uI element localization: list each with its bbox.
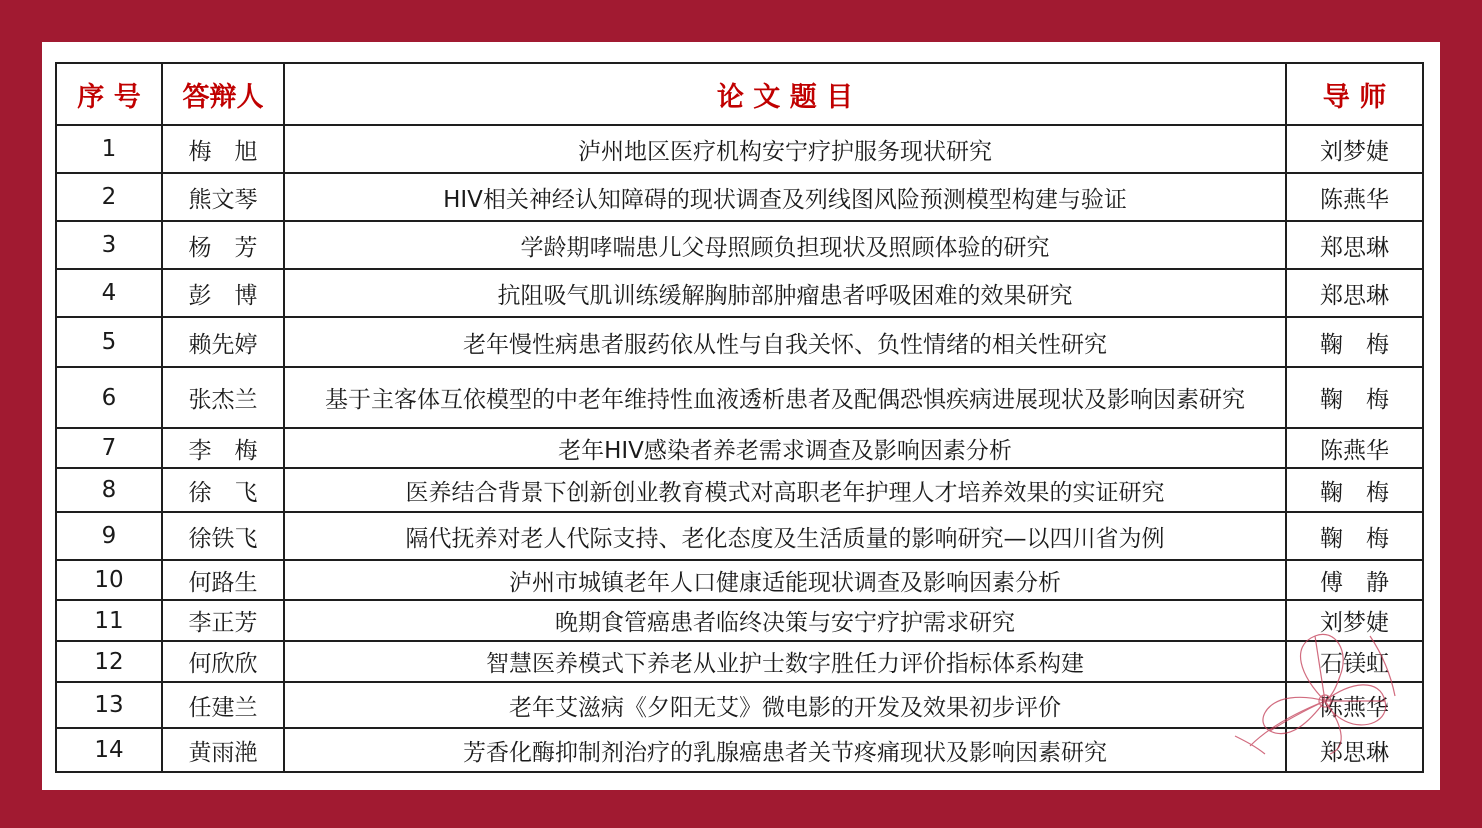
table-row	[56, 173, 1423, 221]
table-row	[56, 600, 1423, 641]
cell-number: 11	[56, 600, 162, 641]
cell-defender: 李 梅	[162, 428, 284, 468]
table-row	[56, 468, 1423, 512]
cell-number: 13	[56, 682, 162, 728]
table-row	[56, 428, 1423, 468]
table-row	[56, 221, 1423, 269]
table-row	[56, 641, 1423, 682]
cell-number: 4	[56, 269, 162, 317]
cell-advisor: 鞠 梅	[1286, 512, 1423, 560]
cell-defender: 任建兰	[162, 682, 284, 728]
cell-advisor: 刘梦婕	[1286, 125, 1423, 173]
cell-defender: 彭 博	[162, 269, 284, 317]
thesis-defense-table	[55, 62, 1424, 773]
cell-advisor: 陈燕华	[1286, 682, 1423, 728]
table-row	[56, 125, 1423, 173]
cell-advisor: 傅 静	[1286, 560, 1423, 600]
cell-thesis-title: 医养结合背景下创新创业教育模式对高职老年护理人才培养效果的实证研究	[284, 468, 1286, 512]
cell-defender: 何欣欣	[162, 641, 284, 682]
cell-number: 3	[56, 221, 162, 269]
cell-defender: 熊文琴	[162, 173, 284, 221]
cell-number: 14	[56, 728, 162, 772]
header-thesis-title: 论 文 题 目	[284, 63, 1286, 125]
cell-number: 2	[56, 173, 162, 221]
cell-thesis-title: 隔代抚养对老人代际支持、老化态度及生活质量的影响研究—以四川省为例	[284, 512, 1286, 560]
table-row	[56, 317, 1423, 367]
cell-advisor: 陈燕华	[1286, 428, 1423, 468]
cell-thesis-title: 泸州地区医疗机构安宁疗护服务现状研究	[284, 125, 1286, 173]
table-row	[56, 682, 1423, 728]
cell-defender: 赖先婷	[162, 317, 284, 367]
content-panel	[42, 42, 1440, 790]
cell-number: 7	[56, 428, 162, 468]
cell-advisor: 郑思琳	[1286, 269, 1423, 317]
cell-number: 8	[56, 468, 162, 512]
cell-advisor: 鞠 梅	[1286, 468, 1423, 512]
cell-thesis-title: 老年慢性病患者服药依从性与自我关怀、负性情绪的相关性研究	[284, 317, 1286, 367]
cell-number: 5	[56, 317, 162, 367]
cell-thesis-title: 芳香化酶抑制剂治疗的乳腺癌患者关节疼痛现状及影响因素研究	[284, 728, 1286, 772]
table-row	[56, 728, 1423, 772]
cell-defender: 李正芳	[162, 600, 284, 641]
cell-defender: 徐 飞	[162, 468, 284, 512]
cell-defender: 梅 旭	[162, 125, 284, 173]
cell-defender: 何路生	[162, 560, 284, 600]
cell-thesis-title: HIV相关神经认知障碍的现状调查及列线图风险预测模型构建与验证	[284, 173, 1286, 221]
cell-thesis-title: 晚期食管癌患者临终决策与安宁疗护需求研究	[284, 600, 1286, 641]
table-header-row	[56, 63, 1423, 125]
cell-number: 10	[56, 560, 162, 600]
cell-thesis-title: 抗阻吸气肌训练缓解胸肺部肿瘤患者呼吸困难的效果研究	[284, 269, 1286, 317]
cell-number: 1	[56, 125, 162, 173]
cell-thesis-title: 智慧医养模式下养老从业护士数字胜任力评价指标体系构建	[284, 641, 1286, 682]
cell-thesis-title: 老年艾滋病《夕阳无艾》微电影的开发及效果初步评价	[284, 682, 1286, 728]
cell-advisor: 鞠 梅	[1286, 317, 1423, 367]
cell-number: 12	[56, 641, 162, 682]
cell-advisor: 陈燕华	[1286, 173, 1423, 221]
table-row	[56, 560, 1423, 600]
table-row	[56, 367, 1423, 428]
cell-thesis-title: 泸州市城镇老年人口健康适能现状调查及影响因素分析	[284, 560, 1286, 600]
cell-defender: 杨 芳	[162, 221, 284, 269]
header-defender: 答辩人	[162, 63, 284, 125]
table-row	[56, 269, 1423, 317]
cell-defender: 黄雨滟	[162, 728, 284, 772]
cell-advisor: 郑思琳	[1286, 728, 1423, 772]
cell-number: 9	[56, 512, 162, 560]
cell-advisor: 鞠 梅	[1286, 367, 1423, 428]
cell-advisor: 石镁虹	[1286, 641, 1423, 682]
cell-number: 6	[56, 367, 162, 428]
cell-defender: 徐铁飞	[162, 512, 284, 560]
table-body	[56, 125, 1423, 772]
cell-thesis-title: 基于主客体互依模型的中老年维持性血液透析患者及配偶恐惧疾病进展现状及影响因素研究	[284, 367, 1286, 428]
cell-advisor: 刘梦婕	[1286, 600, 1423, 641]
cell-advisor: 郑思琳	[1286, 221, 1423, 269]
table-row	[56, 512, 1423, 560]
cell-thesis-title: 老年HIV感染者养老需求调查及影响因素分析	[284, 428, 1286, 468]
header-number: 序 号	[56, 63, 162, 125]
cell-defender: 张杰兰	[162, 367, 284, 428]
cell-thesis-title: 学龄期哮喘患儿父母照顾负担现状及照顾体验的研究	[284, 221, 1286, 269]
header-advisor: 导 师	[1286, 63, 1423, 125]
